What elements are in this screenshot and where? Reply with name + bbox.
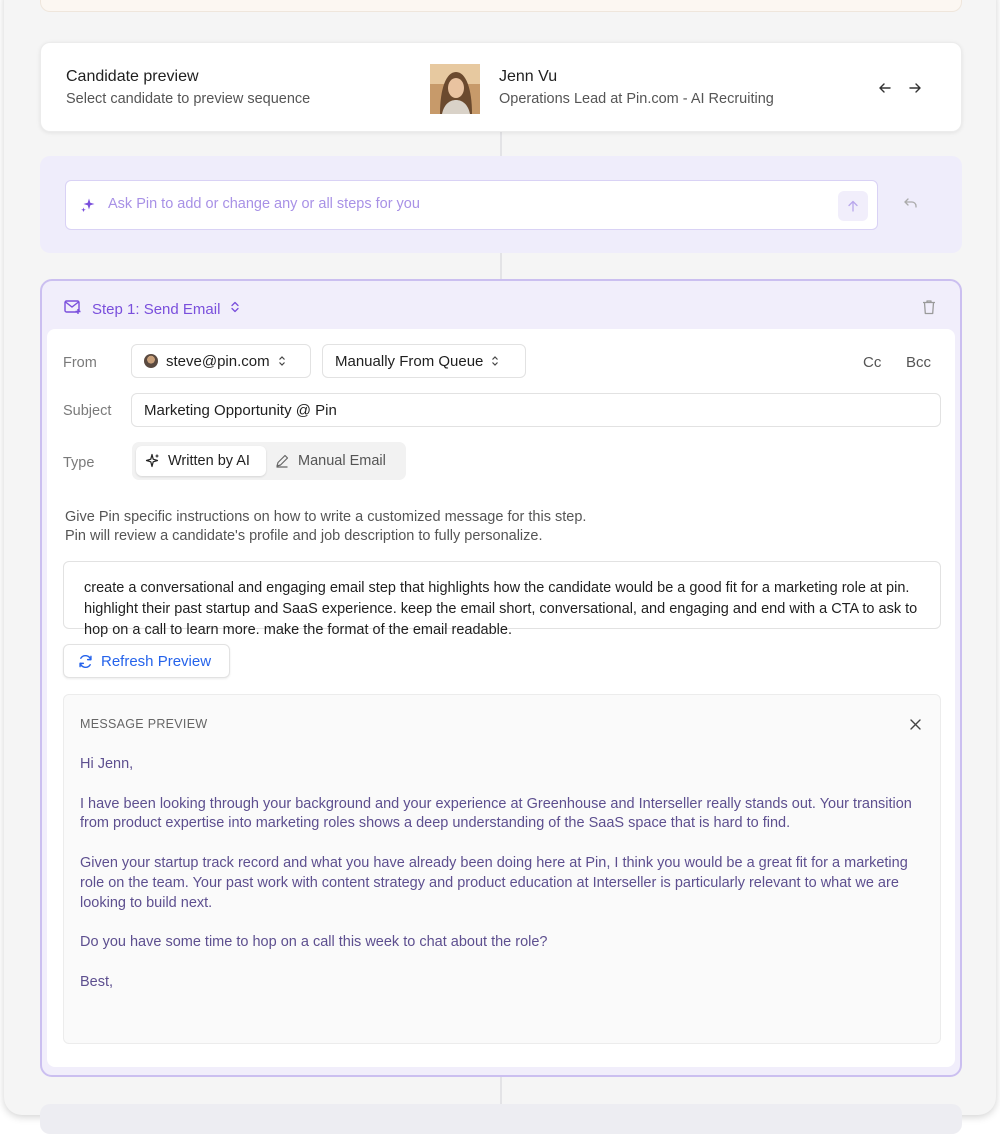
message-paragraph: Do you have some time to hop on a call this week to chat about the role? <box>80 934 548 951</box>
refresh-icon <box>78 654 93 669</box>
candidate-preview-card <box>40 42 962 132</box>
candidate-preview-subtitle: Select candidate to preview sequence <box>66 91 311 107</box>
message-preview-header: MESSAGE PREVIEW <box>80 717 208 731</box>
message-paragraph: Given your startup track record and what you have already been doing here at Pin, I think you would be a great fit for a marketing role on the team. Your past work with content strategy and product education at Interseller is particularly relevant to what we are looking to build next. <box>80 854 908 911</box>
message-signoff: Best, <box>80 973 114 990</box>
candidate-name: Jenn Vu <box>499 68 558 85</box>
type-ai-label: Written by AI <box>168 453 250 469</box>
ai-prompt-textarea[interactable]: create a conversational and engaging email step that highlights how the candidate would be a good fit for a marketing role at pin. highlight their past startup and SaaS experience. keep the email short, conversational, and engaging and end with a CTA to ask to hop on a call to learn more. make the format of the email readable. <box>63 561 941 629</box>
sparkle-icon <box>80 197 96 218</box>
connector-line <box>500 132 502 156</box>
cc-button[interactable]: Cc <box>863 354 882 371</box>
next-step-card-edge <box>40 1104 962 1134</box>
bcc-button[interactable]: Bcc <box>906 354 932 371</box>
arrow-up-icon <box>847 200 859 212</box>
refresh-preview-label: Refresh Preview <box>101 652 212 670</box>
from-value: steve@pin.com <box>166 352 270 370</box>
instructions-line2: Pin will review a candidate's profile and job description to fully personalize. <box>65 528 543 544</box>
step-body <box>47 329 955 1067</box>
message-greeting: Hi Jenn, <box>80 756 134 772</box>
previous-card-edge <box>40 0 962 12</box>
chevron-up-down-icon <box>278 356 286 366</box>
sparkle-icon <box>144 453 160 469</box>
refresh-preview-button[interactable] <box>63 644 230 678</box>
type-manual-email[interactable] <box>274 446 386 476</box>
from-label: From <box>63 355 97 371</box>
candidate-nav <box>869 73 931 103</box>
send-button[interactable] <box>838 191 868 221</box>
connector-line <box>500 1077 502 1104</box>
subject-input[interactable]: Marketing Opportunity @ Pin <box>131 393 941 427</box>
avatar <box>144 354 158 368</box>
candidate-role: Operations Lead at Pin.com - AI Recruiting <box>499 91 774 107</box>
chevron-up-down-icon <box>491 356 499 366</box>
trash-icon[interactable] <box>922 299 936 320</box>
close-icon[interactable] <box>906 715 924 733</box>
step-header[interactable] <box>64 297 240 321</box>
from-select[interactable] <box>131 344 311 378</box>
send-mode-select[interactable] <box>322 344 526 378</box>
message-paragraph: I have been looking through your background and your experience at Greenhouse and Interseller really stands out. Your transition from product expertise into marketing roles shows a deep understanding of the SaaS space that is hard to find. <box>80 795 912 832</box>
type-toggle <box>132 442 406 480</box>
undo-icon[interactable] <box>900 192 922 214</box>
type-manual-label: Manual Email <box>298 453 386 469</box>
subject-label: Subject <box>63 403 112 419</box>
message-preview <box>63 694 941 1044</box>
chevron-up-down-icon <box>230 300 240 318</box>
message-preview-body <box>80 755 930 1012</box>
arrow-right-icon[interactable] <box>905 78 925 98</box>
type-written-by-ai[interactable] <box>136 446 266 476</box>
app-frame <box>4 0 996 1115</box>
candidate-avatar[interactable] <box>430 64 480 114</box>
instructions-line1: Give Pin specific instructions on how to write a customized message for this step. <box>65 509 587 525</box>
candidate-preview-title: Candidate preview <box>66 68 199 85</box>
step-title: Step 1: Send Email <box>92 300 221 318</box>
step-card <box>40 279 962 1077</box>
ask-pin-placeholder: Ask Pin to add or change any or all steps for you <box>108 196 420 212</box>
pencil-icon <box>274 453 290 469</box>
type-label: Type <box>63 455 95 471</box>
send-mode-value: Manually From Queue <box>335 352 484 370</box>
connector-line <box>500 253 502 279</box>
mail-plus-icon <box>64 299 82 320</box>
arrow-left-icon[interactable] <box>875 78 895 98</box>
ask-pin-panel <box>40 156 962 253</box>
ask-pin-input[interactable] <box>65 180 878 230</box>
